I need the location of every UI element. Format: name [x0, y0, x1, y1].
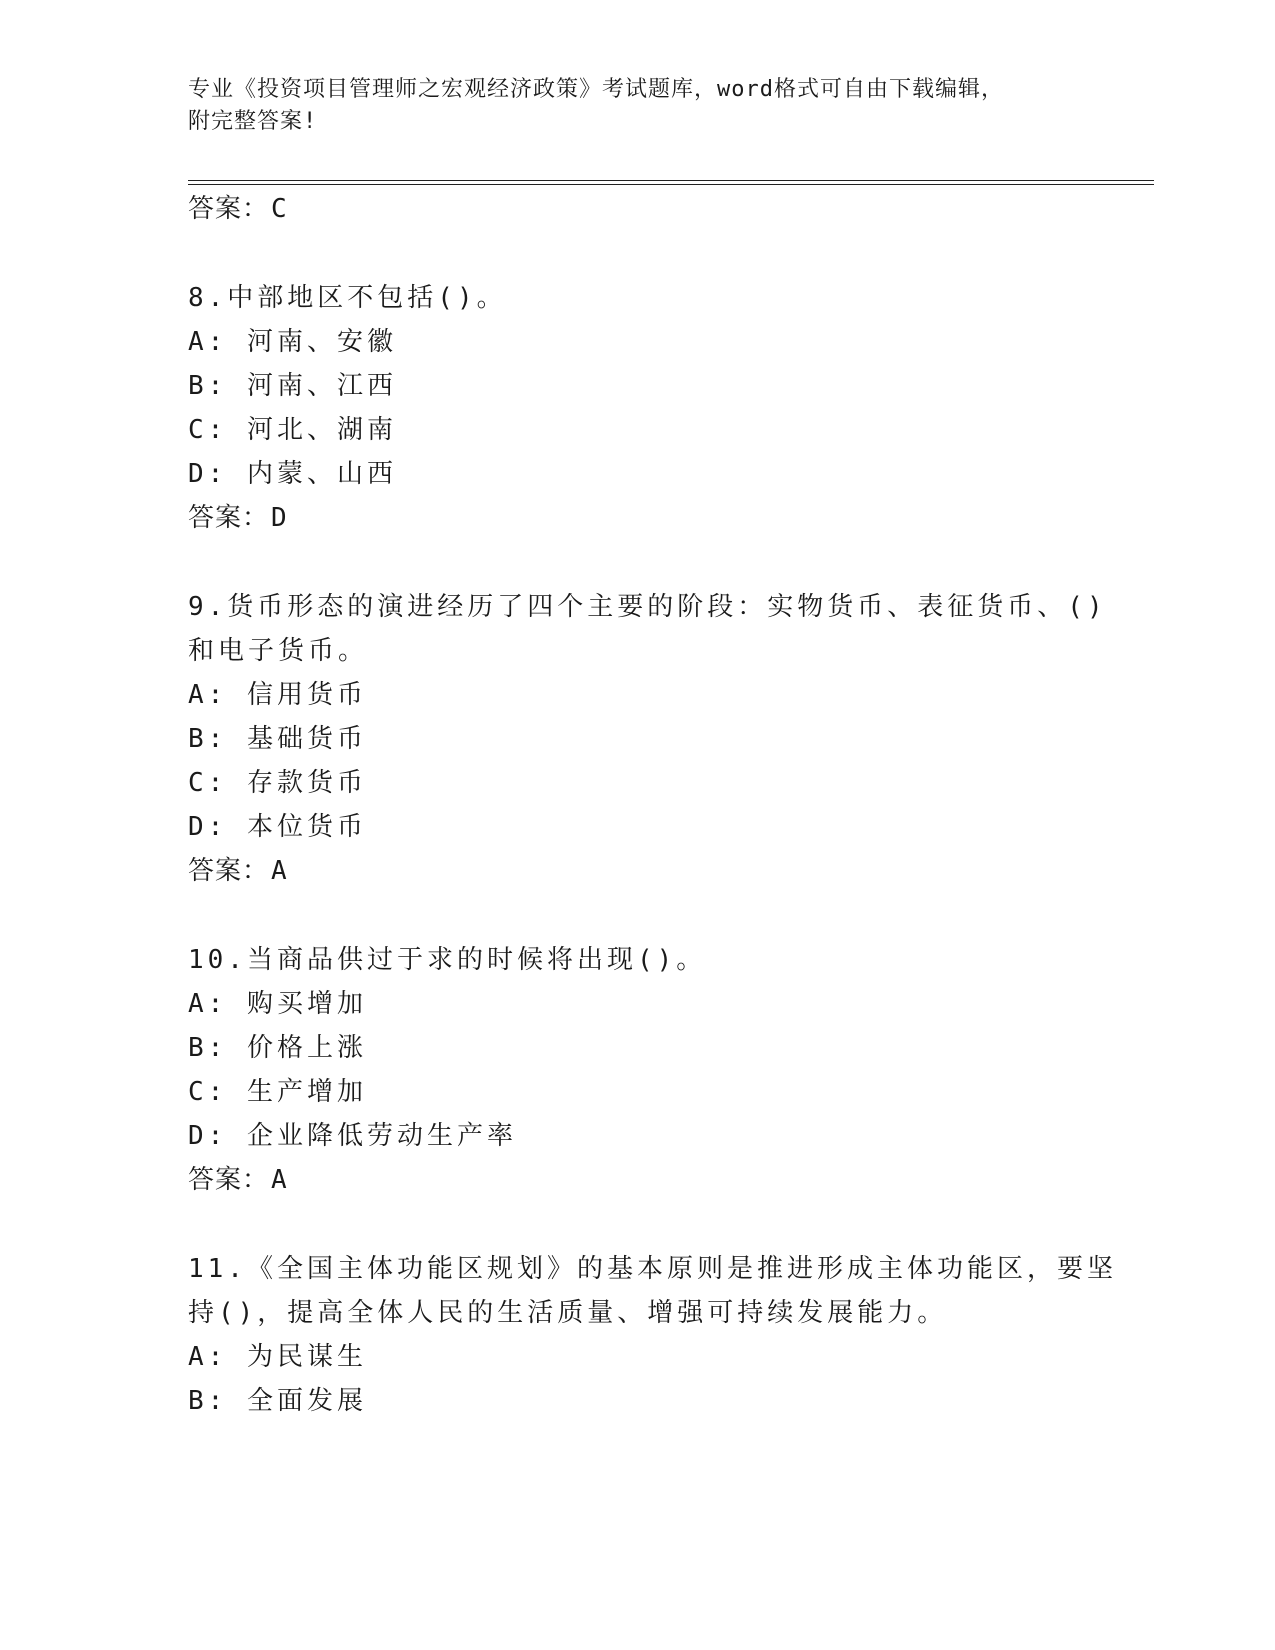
answer-value: D	[271, 503, 288, 533]
answer-line	[188, 1165, 288, 1195]
option-a: A: 购买增加	[188, 989, 367, 1019]
option-a: A: 河南、安徽	[188, 327, 397, 357]
question-text-continued: 和电子货币。	[188, 636, 369, 666]
option-c: C: 生产增加	[188, 1077, 367, 1107]
option-d: D: 企业降低劳动生产率	[188, 1121, 517, 1151]
option-c: C: 存款货币	[188, 768, 367, 798]
option-d: D: 本位货币	[188, 812, 367, 842]
option-b: B: 河南、江西	[188, 371, 397, 401]
option-b: B: 基础货币	[188, 724, 367, 754]
option-a: A: 信用货币	[188, 680, 367, 710]
header-line-2: 附完整答案!	[188, 109, 318, 134]
header-divider-bottom	[188, 184, 1154, 185]
answer-line	[188, 503, 288, 533]
header-line-1: 专业《投资项目管理师之宏观经济政策》考试题库，word格式可自由下载编辑，	[188, 77, 1004, 102]
answer-value: A	[271, 1165, 288, 1195]
answer-label: 答案：	[188, 1165, 270, 1195]
document-header	[188, 74, 1088, 138]
answer-label: 答案：	[188, 194, 270, 224]
option-a: A: 为民谋生	[188, 1342, 367, 1372]
question-text-continued: 持()，提高全体人民的生活质量、增强可持续发展能力。	[188, 1298, 948, 1328]
question-text: 9.货币形态的演进经历了四个主要的阶段：实物货币、表征货币、()	[188, 592, 1107, 622]
header-divider-top	[188, 180, 1154, 181]
answer-value: C	[271, 194, 288, 224]
option-d: D: 内蒙、山西	[188, 459, 397, 489]
answer-label: 答案：	[188, 503, 270, 533]
answer-label: 答案：	[188, 856, 270, 886]
option-c: C: 河北、湖南	[188, 415, 397, 445]
option-b: B: 价格上涨	[188, 1033, 367, 1063]
question-text: 8.中部地区不包括()。	[188, 283, 507, 313]
question-text: 10.当商品供过于求的时候将出现()。	[188, 945, 707, 975]
answer-value: A	[271, 856, 288, 886]
question-text: 11.《全国主体功能区规划》的基本原则是推进形成主体功能区，要坚	[188, 1254, 1117, 1284]
answer-line	[188, 856, 288, 886]
option-b: B: 全面发展	[188, 1386, 367, 1416]
answer-line	[188, 194, 288, 224]
